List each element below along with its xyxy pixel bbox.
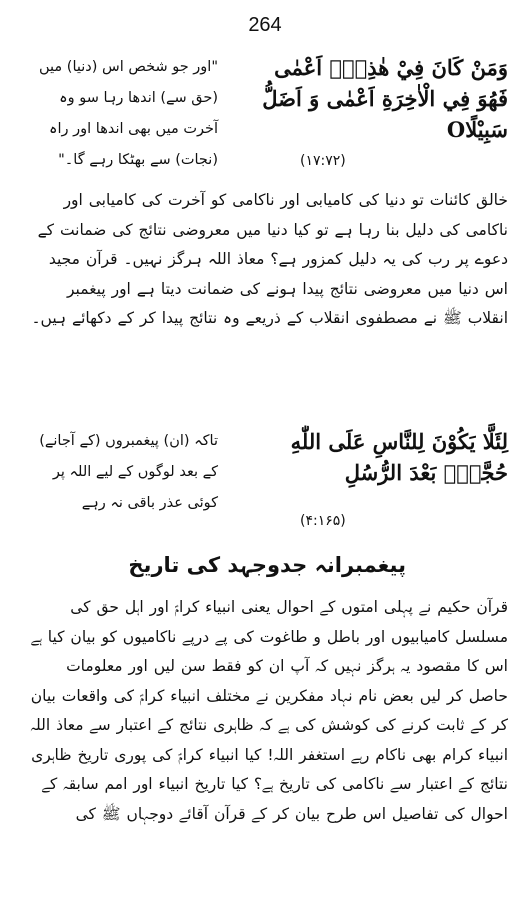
body-paragraph: خالق کائنات تو دنیا کی کامیابی اور ناکامی کو آخرت کی کامیابی اور ناکامی کی دلیل بنا رہا ہے تو کیا دنیا میں معروضی نتائج کی ضمانت کے دعوے پر رب کی یہ دلیل کمزور ہے؟ معاذ اللہ ہرگز نہیں۔ قرآن مجید اس دنیا میں معروضی نتائج پیدا ہونے کی ضمانت دیتا ہے اور پیغمبر انقلاب ﷺ نے مصطفوی انقلاب کے ذریعے وہ نتائج پیدا کر کے دکھائے ہیں۔ — [31, 191, 508, 327]
quranic-verse-block — [22, 426, 508, 522]
body-paragraph: قرآن حکیم نے پہلی امتوں کے احوال یعنی انبیاء کرامؑ اور اہل حق کی مسلسل کامیابیوں اور باطل و طاغوت کی پے درپے ناکامیوں کو بیان کیا ہے اس کا مقصود یہ ہرگز نہیں کہ آپ ان کو فقط سن لیں اور معلومات حاصل کر لیں بعض نام نہاد مفکرین نے مختلف انبیاء کرامؑ کی واقعات بیان کر کے ثابت کرنے کی کوشش کی ہے کہ ظاہری نتائج کے اعتبار سے معاذ اللہ انبیاء کرام بھی ناکام رہے استغفر اللہ! کیا انبیاء کرامؑ کی پوری تاریخ ظاہری نتائج کے اعتبار سے ناکامی کی تاریخ ہے؟ کیا تاریخ انبیاء اور امم سابقہ کے احوال کی تفاصیل اس طرح بیان کر کے قرآن آقائے دوجہاں ﷺ کی — [30, 598, 508, 823]
verse-reference: (۴:۱۶۵) — [300, 513, 346, 529]
page-number: 264 — [248, 14, 282, 36]
verse-reference: (۱۷:۷۲) — [300, 153, 346, 169]
verse-translation: تاکہ (ان) پیغمبروں (کے آجانے) کے بعد لوگوں کے لیے اللہ پر کوئی عذر باقی نہ رہے — [39, 433, 218, 511]
arabic-verse-text: وَمَنْ كَانَ فِيْ هٰذِهٖۤ اَعْمٰى فَهُوَ فِي الْاٰخِرَةِ اَعْمٰى وَ اَضَلُّ سَبِيْلًاO — [262, 55, 508, 142]
section-heading: پیغمبرانہ جدوجہد کی تاریخ — [128, 553, 406, 577]
arabic-verse-text: لِئَلَّا يَكُوْنَ لِلنَّاسِ عَلَى اللّٰهِ حُجَّةٌۢ بَعْدَ الرُّسُلِ — [290, 429, 508, 485]
verse-translation: "اور جو شخص اس (دنیا) میں (حق سے) اندھا رہا سو وہ آخرت میں بھی اندھا اور راہ (نجات) سے بھٹکا رہے گا۔" — [39, 59, 218, 168]
